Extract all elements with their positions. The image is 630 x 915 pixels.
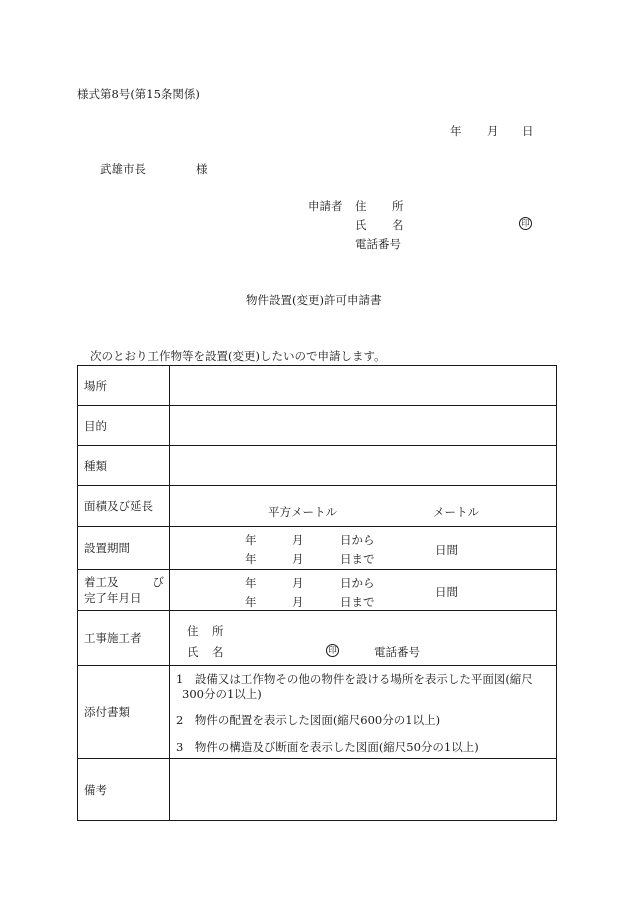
contractor-seal-icon: 印	[326, 644, 339, 657]
remarks-label: 備考	[78, 759, 170, 821]
construction-label-1a: 着工及	[84, 575, 119, 589]
length-unit: メートル	[433, 505, 479, 519]
attachments-label: 添付書類	[78, 666, 170, 759]
contractor-address-label-2: 所	[212, 624, 224, 638]
construction-dates-field[interactable]	[170, 570, 557, 611]
page-title: 物件設置(変更)許可申請書	[246, 293, 382, 307]
period-from-year: 年	[245, 533, 257, 547]
kind-label: 種類	[78, 446, 170, 486]
form-number: 様式第8号(第15条関係)	[77, 87, 200, 101]
period-from-day: 日から	[340, 533, 375, 547]
applicant-name-label-1: 氏	[355, 218, 367, 232]
contractor-phone-label: 電話番号	[374, 645, 420, 659]
intro-text: 次のとおり工作物等を設置(変更)したいので申請します。	[90, 349, 386, 363]
applicant-address-label-1: 住	[355, 199, 367, 213]
attachment-item-3: 3 物件の構造及び断面を表示した図面(縮尺50分の1以上)	[176, 740, 479, 754]
construction-to-year: 年	[245, 595, 257, 609]
attachment-item-2: 2 物件の配置を表示した図面(縮尺600分の1以上)	[176, 713, 441, 727]
area-length-field[interactable]	[170, 486, 557, 527]
applicant-name-label-2: 名	[392, 218, 404, 232]
application-form-table	[77, 365, 557, 821]
period-from-month: 月	[292, 533, 304, 547]
contractor-address-label-1: 住	[187, 624, 199, 638]
purpose-label: 目的	[78, 406, 170, 446]
date-year-label: 年	[450, 124, 462, 138]
applicant-seal-icon: 印	[519, 217, 532, 230]
contractor-name-label-1: 氏	[187, 645, 199, 659]
area-unit: 平方メートル	[268, 505, 337, 519]
construction-label-1b: び	[152, 575, 164, 589]
period-label: 設置期間	[78, 527, 170, 570]
construction-days: 日間	[435, 585, 458, 599]
applicant-label: 申請者	[308, 199, 343, 213]
construction-from-year: 年	[245, 576, 257, 590]
area-length-label: 面積及び延長	[78, 486, 170, 527]
attachment-item-1: 1 設備又は工作物その他の物件を設ける場所を表示した平面図(縮尺	[176, 672, 533, 686]
attachments-field	[170, 666, 557, 759]
period-to-month: 月	[292, 552, 304, 566]
contractor-label: 工事施工者	[78, 611, 170, 666]
period-to-year: 年	[245, 552, 257, 566]
remarks-field[interactable]	[170, 759, 557, 821]
period-to-day: 日まで	[340, 552, 375, 566]
contractor-name-label-2: 名	[212, 645, 224, 659]
period-field[interactable]	[170, 527, 557, 570]
construction-from-day: 日から	[340, 576, 375, 590]
date-month-label: 月	[487, 124, 499, 138]
construction-to-month: 月	[292, 595, 304, 609]
attachment-item-1-cont: 300分の1以上)	[182, 687, 262, 701]
construction-dates-label	[78, 570, 170, 611]
construction-to-day: 日まで	[340, 595, 375, 609]
period-days: 日間	[435, 543, 458, 557]
construction-from-month: 月	[292, 576, 304, 590]
kind-field[interactable]	[170, 446, 557, 486]
construction-label-line-1	[84, 574, 164, 590]
place-field[interactable]	[170, 366, 557, 406]
addressee-name: 武雄市長	[100, 162, 146, 176]
construction-label-line-2: 完了年月日	[84, 591, 142, 605]
purpose-field[interactable]	[170, 406, 557, 446]
date-day-label: 日	[522, 124, 534, 138]
contractor-field[interactable]	[170, 611, 557, 666]
applicant-address-label-2: 所	[392, 199, 404, 213]
applicant-phone-label: 電話番号	[355, 237, 401, 251]
place-label: 場所	[78, 366, 170, 406]
addressee-honorific: 様	[196, 162, 208, 176]
